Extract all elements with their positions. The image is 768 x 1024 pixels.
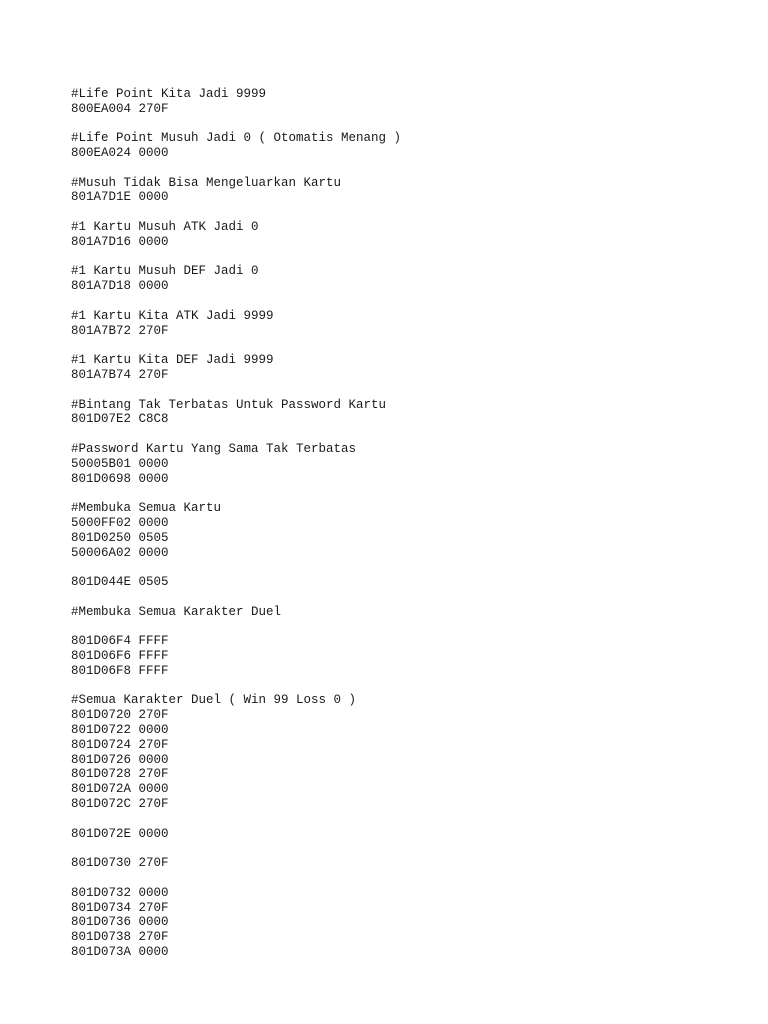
text-line: 801D0736 0000 (71, 915, 169, 930)
text-line (71, 679, 401, 694)
text-line: #Life Point Musuh Jadi 0 ( Otomatis Menang ) (71, 131, 402, 146)
text-line: 801D0720 270F (71, 708, 169, 723)
text-line: #Membuka Semua Karakter Duel (71, 604, 282, 619)
text-line: #1 Kartu Kita DEF Jadi 9999 (71, 353, 274, 368)
text-line (71, 72, 401, 87)
text-line: #Bintang Tak Terbatas Untuk Password Kartu (71, 397, 387, 412)
text-line: 50006A02 0000 (71, 545, 169, 560)
text-line: #Semua Karakter Duel ( Win 99 Loss 0 ) (71, 693, 357, 708)
text-line: 801D06F4 FFFF (71, 634, 169, 649)
text-line: 801A7B72 270F (71, 323, 169, 338)
text-line: 801D0250 0505 (71, 530, 169, 545)
text-line (71, 205, 401, 220)
text-line: 801D0698 0000 (71, 471, 169, 486)
text-line: 801D0722 0000 (71, 723, 169, 738)
text-line: #Password Kartu Yang Sama Tak Terbatas (71, 441, 357, 456)
text-line: #1 Kartu Musuh ATK Jadi 0 (71, 219, 259, 234)
text-line: 801D073A 0000 (71, 945, 169, 960)
text-line: #Musuh Tidak Bisa Mengeluarkan Kartu (71, 175, 342, 190)
document-body (71, 72, 401, 960)
text-line: 801A7D18 0000 (71, 279, 169, 294)
text-line: 801D072A 0000 (71, 782, 169, 797)
text-line: 800EA004 270F (71, 101, 169, 116)
text-line: 801D072E 0000 (71, 826, 169, 841)
text-line (71, 250, 401, 265)
text-line (71, 294, 401, 309)
text-line: 801D06F6 FFFF (71, 649, 169, 664)
text-line: 801D06F8 FFFF (71, 663, 169, 678)
text-line: 801D0724 270F (71, 737, 169, 752)
text-line: 801A7D16 0000 (71, 234, 169, 249)
text-line (71, 427, 401, 442)
text-line (71, 560, 401, 575)
text-line (71, 871, 401, 886)
text-line: 801D0734 270F (71, 900, 169, 915)
text-line (71, 383, 401, 398)
text-line: #1 Kartu Kita ATK Jadi 9999 (71, 308, 274, 323)
text-line: 801D0728 270F (71, 767, 169, 782)
text-line: 801A7D1E 0000 (71, 190, 169, 205)
text-line: 801D044E 0505 (71, 575, 169, 590)
text-line: 801D072C 270F (71, 797, 169, 812)
text-line (71, 116, 401, 131)
text-line: 5000FF02 0000 (71, 515, 169, 530)
text-line (71, 338, 401, 353)
text-line: #Membuka Semua Kartu (71, 501, 222, 516)
text-line: 801D07E2 C8C8 (71, 412, 169, 427)
text-line: 800EA024 0000 (71, 145, 169, 160)
text-line (71, 812, 401, 827)
text-line (71, 590, 401, 605)
text-line: #1 Kartu Musuh DEF Jadi 0 (71, 264, 259, 279)
text-line: 801D0726 0000 (71, 752, 169, 767)
text-line: 50005B01 0000 (71, 456, 169, 471)
text-line: 801D0738 270F (71, 930, 169, 945)
text-line: 801A7B74 270F (71, 367, 169, 382)
text-line (71, 486, 401, 501)
text-line (71, 841, 401, 856)
text-line: 801D0732 0000 (71, 885, 169, 900)
text-line: 801D0730 270F (71, 856, 169, 871)
text-line: #Life Point Kita Jadi 9999 (71, 86, 267, 101)
text-line (71, 161, 401, 176)
text-line (71, 619, 401, 634)
